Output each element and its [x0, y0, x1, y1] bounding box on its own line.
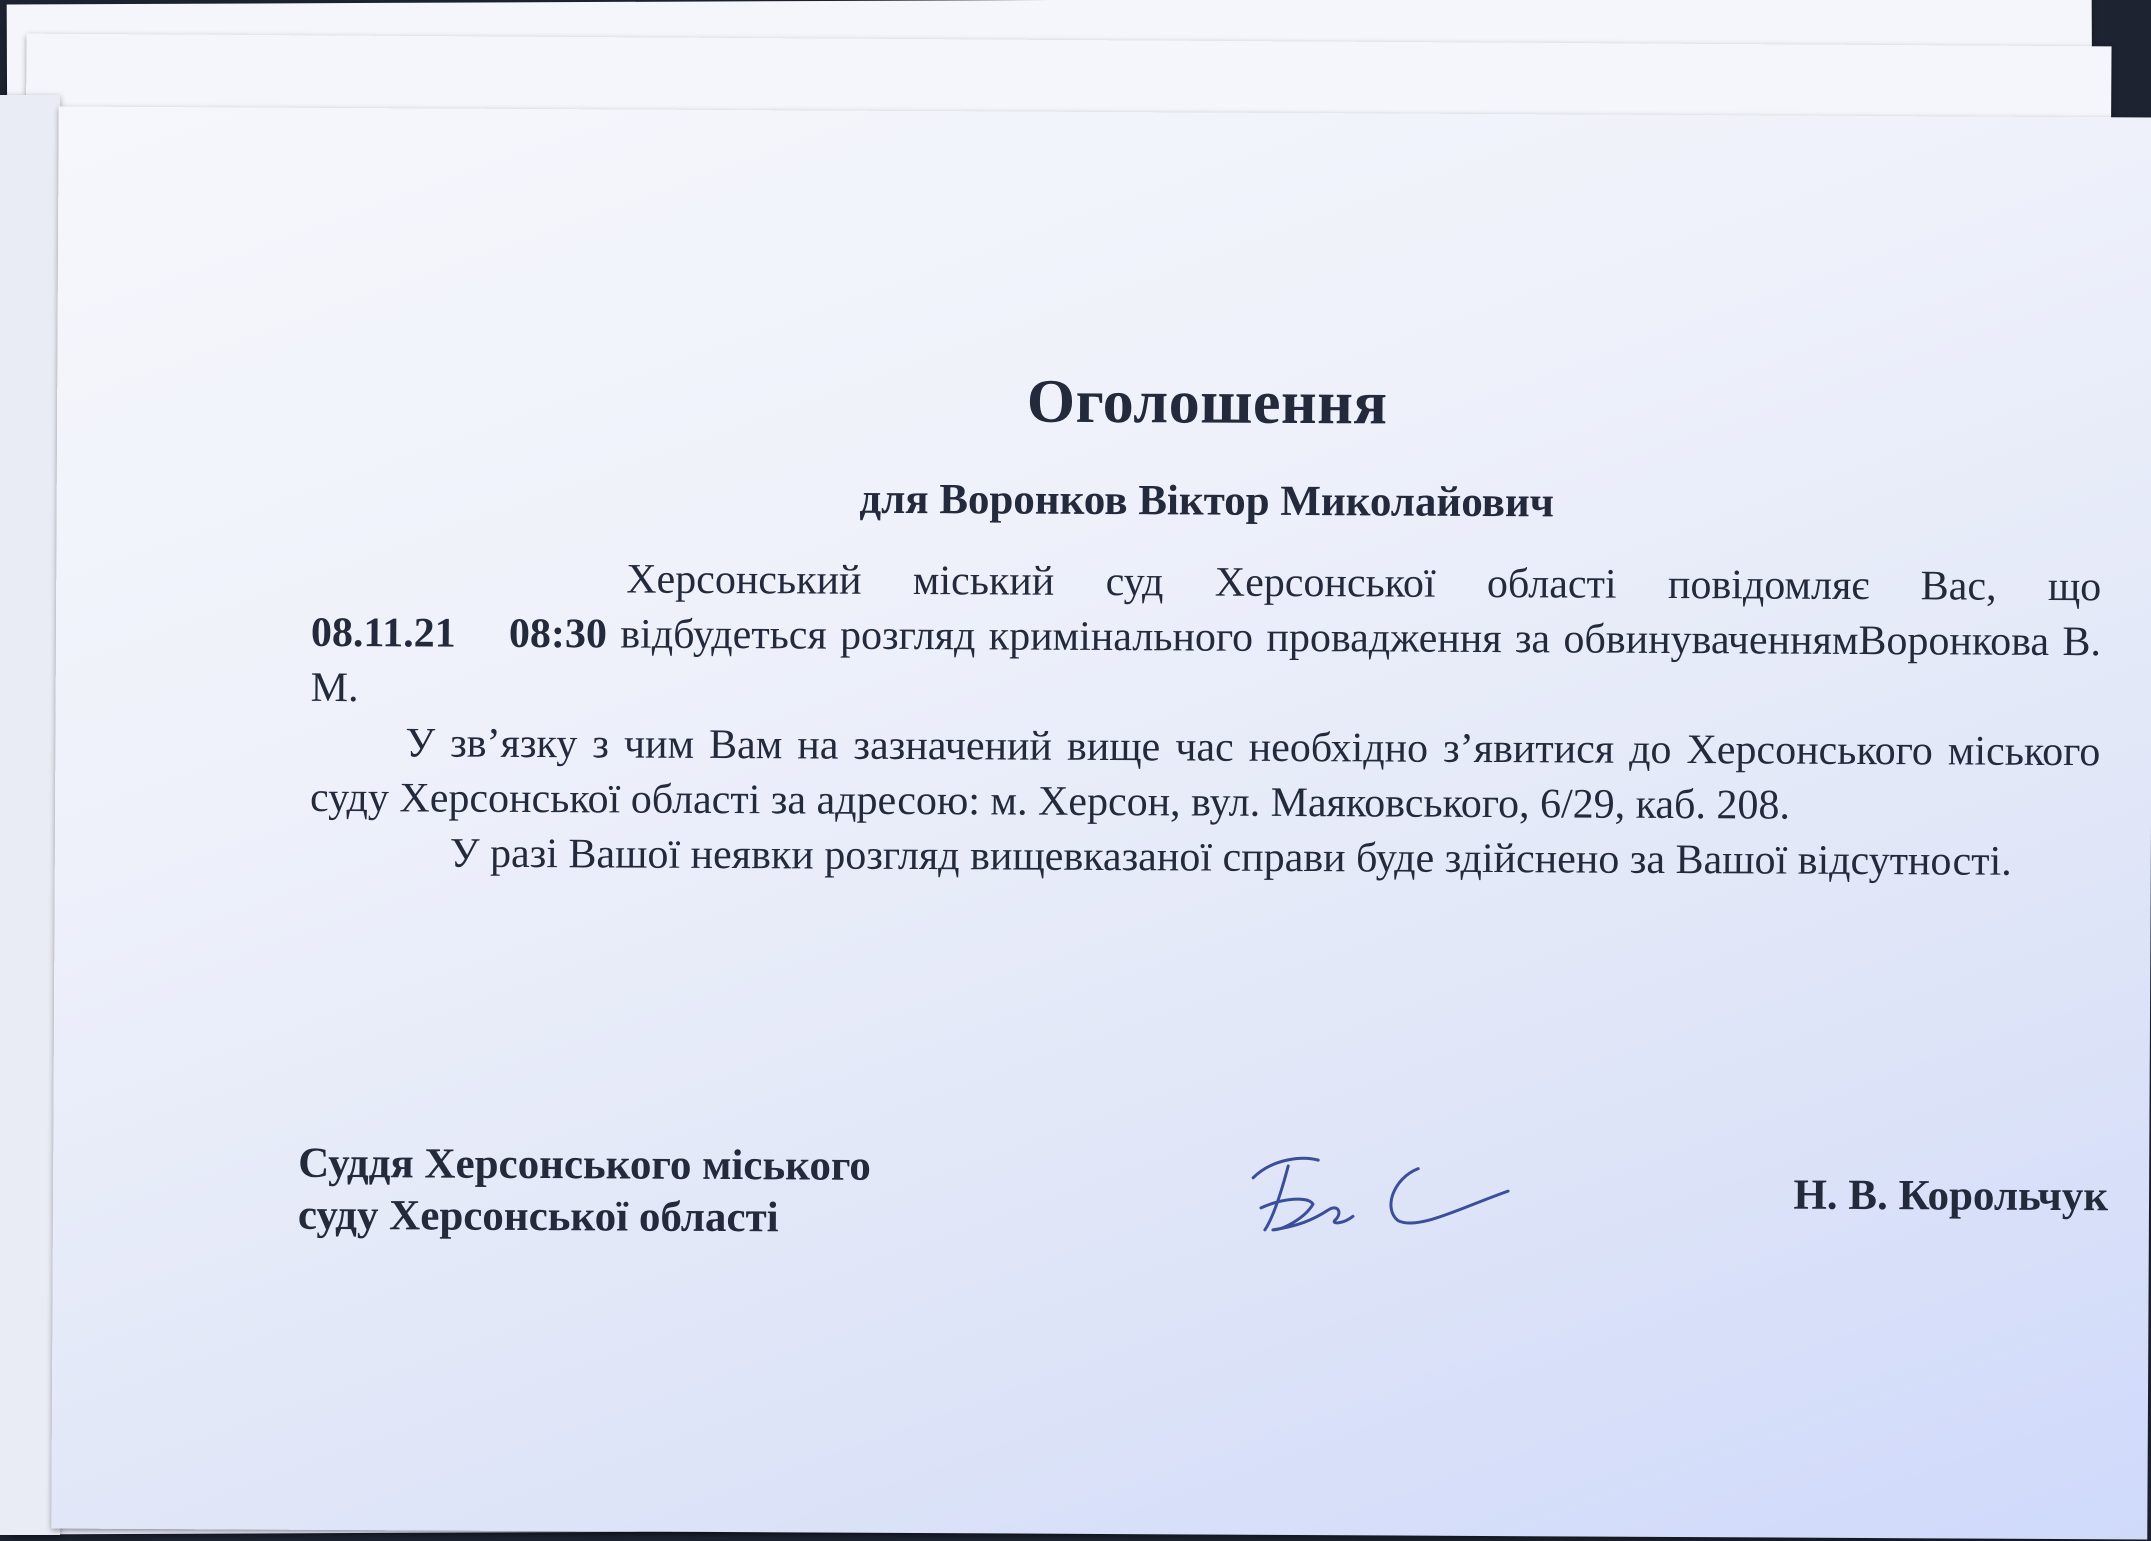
hearing-time: 08:30	[508, 610, 608, 658]
judge-name: Н. В. Корольчук	[1793, 1171, 2109, 1221]
signature-block	[298, 1138, 2109, 1267]
judge-role-line: суду Херсонської області	[297, 1191, 779, 1242]
notice-sheet	[51, 107, 2151, 1540]
notice-recipient: для Воронков Віктор Миколайович	[859, 475, 1555, 527]
notice-title: Оголошення	[1026, 367, 1388, 438]
background-sheet-edge	[0, 95, 60, 1535]
hearing-date: 08.11.21	[310, 609, 456, 657]
notice-body	[310, 253, 2103, 890]
absence-paragraph: У разі Вашої неявки розгляд вищевказаної справи буде здійснено за Вашої відсутності.	[449, 830, 2012, 885]
hearing-description: відбудеться розгляд кримінального провадження за обвинуваченнямВоронкова В. М.	[310, 611, 2102, 712]
court-notice-text: Херсонський міський суд Херсонської області повідомляє Вас, що	[626, 556, 2102, 611]
appearance-paragraph: У зв’язку з чим Вам на зазначений вище час необхідно з’явитися до Херсонського міського суду Херсонської області за адресою: м. Херсон, вул. Маяковського, 6/29, каб. 208.	[310, 720, 2101, 829]
hearing-paragraph	[311, 551, 2102, 725]
judge-role-line: Суддя Херсонського міського	[298, 1139, 871, 1190]
judge-role	[298, 1138, 871, 1245]
handwritten-signature	[1243, 1138, 1514, 1249]
